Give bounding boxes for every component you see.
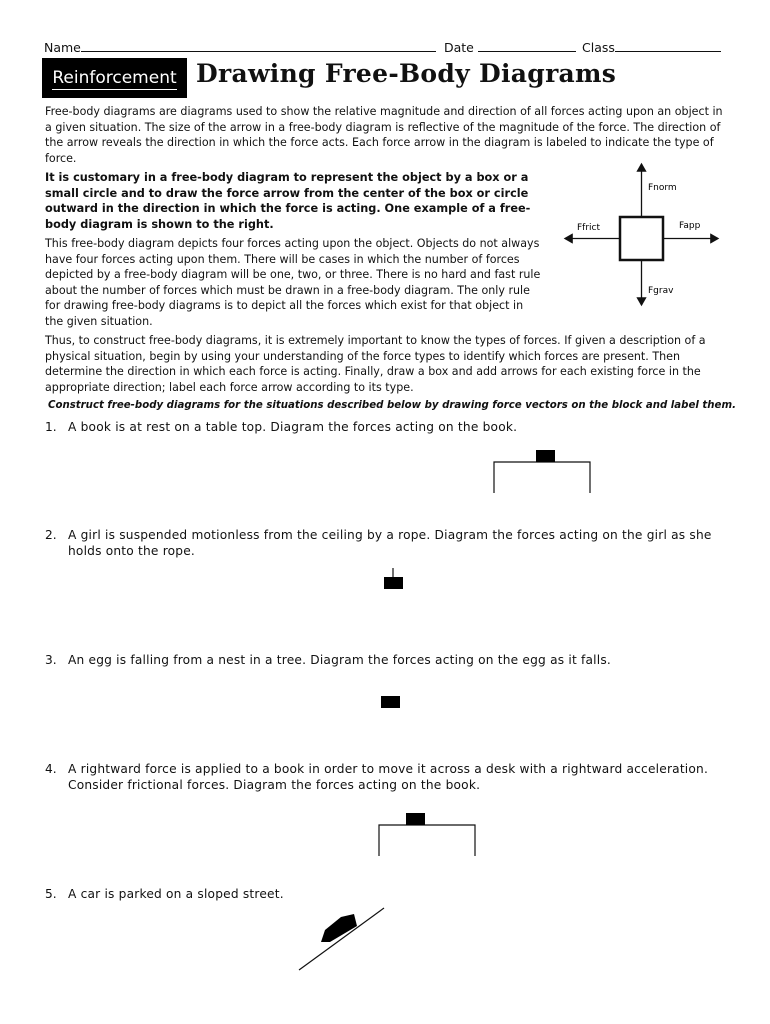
desk xyxy=(379,825,475,856)
example-free-body-diagram xyxy=(560,158,730,308)
question-number: 2. xyxy=(45,528,57,542)
depicts-paragraph: This free-body diagram depicts four forces acting upon the object. Objects do not always have four forces acting upon them. There will be cases in which the number of forces depicted by a free-body diagram will be one, two, or three. There is no hard and fast rule about the number of forces which must be drawn in a free-body diagram. The only rule for drawing free-body diagrams is to depict all the forces which exist for that object in the given situation. xyxy=(45,237,541,328)
question-number: 5. xyxy=(45,887,57,901)
car-block[interactable] xyxy=(321,914,357,942)
class-field[interactable] xyxy=(582,40,721,55)
name-label: Name xyxy=(44,40,81,55)
label-fnorm: Fnorm xyxy=(648,183,677,193)
reinforcement-badge xyxy=(42,58,187,98)
question-text: A book is at rest on a table top. Diagram the forces acting on the book. xyxy=(68,420,518,434)
label-fgrav: Fgrav xyxy=(648,286,674,296)
date-label: Date xyxy=(444,40,474,55)
object-box xyxy=(620,217,663,260)
customary-paragraph: It is customary in a free-body diagram to represent the object by a box or a small circle and to draw the force arrow from the center of the box or circle outward in the direction in which the force is acting. One example of a free-body diagram is shown to the right. xyxy=(45,171,531,231)
date-field[interactable] xyxy=(444,40,576,55)
q1-book-on-table-figure xyxy=(490,448,596,494)
egg-block[interactable] xyxy=(381,696,400,708)
name-field[interactable] xyxy=(44,40,436,55)
book-block[interactable] xyxy=(536,450,555,462)
q5-car-on-slope-figure xyxy=(292,904,392,974)
badge-label: Reinforcement xyxy=(52,68,177,88)
question-text: An egg is falling from a nest in a tree. Diagram the forces acting on the egg as it falls. xyxy=(68,653,611,667)
name-blank[interactable] xyxy=(81,40,436,52)
q4-book-on-desk-figure xyxy=(375,811,481,857)
question-text: A girl is suspended motionless from the ceiling by a rope. Diagram the forces acting on the girl as she holds onto the rope. xyxy=(68,528,712,558)
student-info-row xyxy=(44,40,724,56)
question-number: 4. xyxy=(45,762,57,776)
book-block[interactable] xyxy=(406,813,425,825)
question-text: A car is parked on a sloped street. xyxy=(68,887,284,901)
question-number: 1. xyxy=(45,420,57,434)
label-fapp: Fapp xyxy=(679,221,701,231)
question-number: 3. xyxy=(45,653,57,667)
question-text: A rightward force is applied to a book in order to move it across a desk with a rightward acceleration. Consider frictional forces. Diagram the forces acting on the book. xyxy=(68,762,709,792)
intro-paragraph: Free-body diagrams are diagrams used to show the relative magnitude and direction of all forces acting upon an object in a given situation. The size of the arrow in a free-body diagram is reflective of the magnitude of the force. The direction of the arrow reveals the direction in which the force acts. Each force arrow in the diagram is labeled to indicate the type of force. xyxy=(45,105,723,165)
class-blank[interactable] xyxy=(615,40,721,52)
q2-girl-on-rope-figure xyxy=(380,568,410,592)
q3-falling-egg-figure xyxy=(378,694,404,710)
instructions: Construct free-body diagrams for the situations described below by drawing force vectors on the block and label them. xyxy=(48,400,736,411)
thus-paragraph: Thus, to construct free-body diagrams, it is extremely important to know the types of forces. If given a description of a physical situation, begin by using your understanding of the force types to identify which forces are present. Then determine the direction in which each force is acting. Finally, draw a box and add arrows for each existing force in the appropriate direction; label each force arrow according to its type. xyxy=(45,334,706,394)
class-label: Class xyxy=(582,40,615,55)
girl-block[interactable] xyxy=(384,577,403,589)
label-ffrict: Ffrict xyxy=(577,223,601,233)
page-title: Drawing Free-Body Diagrams xyxy=(196,59,617,88)
table xyxy=(494,462,590,493)
date-blank[interactable] xyxy=(478,40,576,52)
